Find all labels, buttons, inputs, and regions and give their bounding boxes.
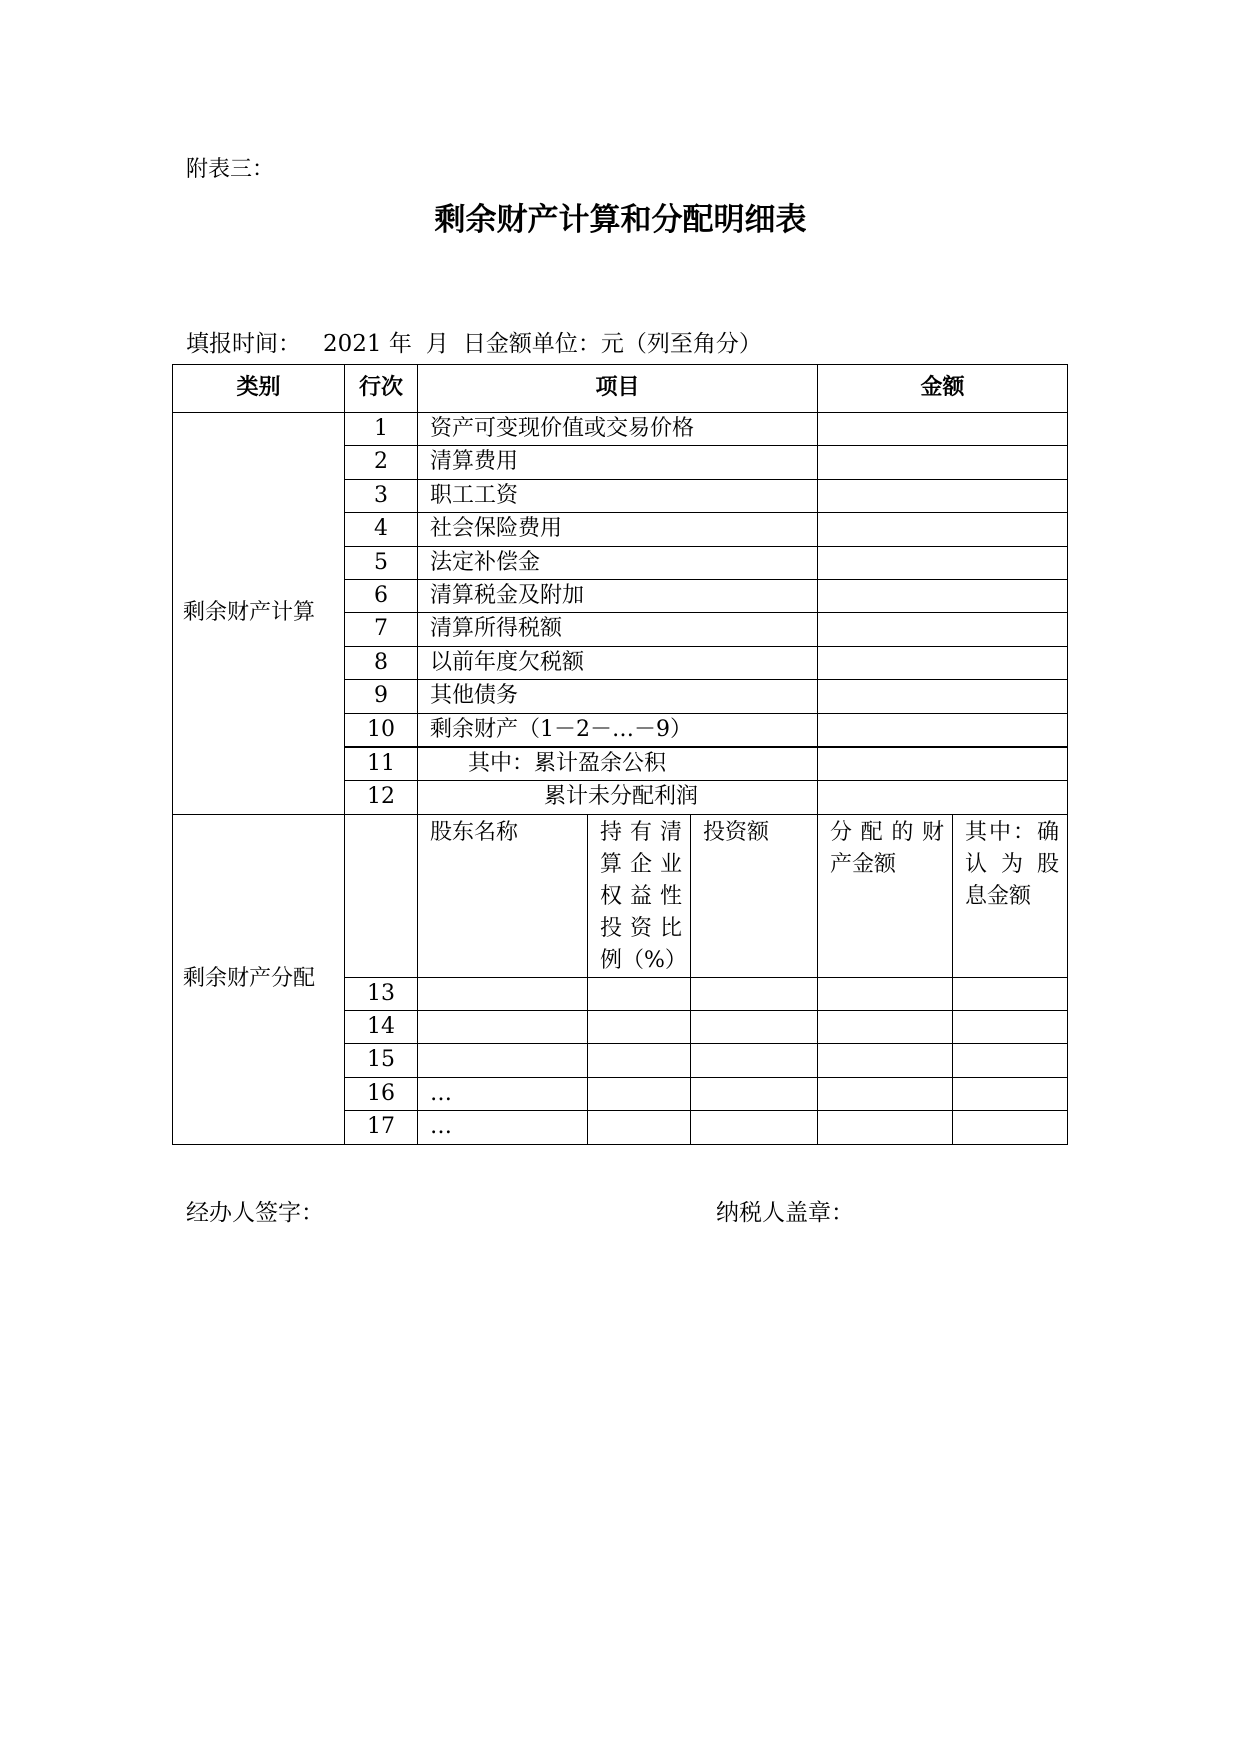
table-header-row (173, 365, 1068, 413)
taxpayer-seal-label: 纳税人盖章： (716, 1200, 854, 1226)
header-dividend-line: 其中：确 (965, 819, 1059, 845)
amount-cell[interactable] (818, 546, 1068, 579)
table-row (173, 413, 1068, 446)
dividend-cell[interactable] (953, 1111, 1068, 1144)
row-number: 14 (345, 1011, 418, 1044)
row-number: 12 (345, 781, 418, 814)
annex-label: 附表三： (186, 157, 275, 182)
row-item: 职工工资 (418, 479, 818, 512)
fill-year: 2021 年 (323, 331, 412, 357)
amount-cell[interactable] (818, 713, 1068, 747)
row-item: 清算费用 (418, 446, 818, 479)
row-number: 1 (345, 413, 418, 446)
header-distributed-line: 分配的财 (830, 819, 944, 845)
row-number: 17 (345, 1111, 418, 1144)
header-distributed-line: 产金额 (830, 851, 897, 877)
header-dividend-line: 认为股 (965, 851, 1059, 877)
header-row-number: 行次 (345, 365, 418, 413)
distributed-cell[interactable] (818, 1111, 953, 1144)
header-equity-ratio (588, 814, 691, 977)
liquidation-table (172, 364, 1068, 1145)
header-shareholder-name (418, 814, 588, 977)
header-dividend-amount (953, 814, 1068, 977)
header-equity-ratio-line: 投资比 (600, 915, 682, 941)
ratio-cell[interactable] (588, 977, 691, 1010)
row-item: 清算所得税额 (418, 613, 818, 646)
header-equity-ratio-line: 持有清 (600, 819, 682, 845)
header-equity-ratio-line: 例（%） (600, 947, 687, 973)
header-investment (691, 814, 818, 977)
header-investment-text: 投资额 (703, 819, 770, 845)
row-item: 累计未分配利润 (418, 781, 818, 814)
row-number: 7 (345, 613, 418, 646)
amount-cell[interactable] (818, 579, 1068, 612)
distributed-cell[interactable] (818, 1077, 953, 1110)
dividend-cell[interactable] (953, 1077, 1068, 1110)
row-item: 社会保险费用 (418, 513, 818, 546)
header-amount: 金额 (818, 365, 1068, 413)
row-number: 16 (345, 1077, 418, 1110)
distributed-cell[interactable] (818, 977, 953, 1010)
fill-info-line (186, 325, 762, 358)
row-number: 10 (345, 713, 418, 747)
ratio-cell[interactable] (588, 1111, 691, 1144)
amount-cell[interactable] (818, 781, 1068, 814)
investment-cell[interactable] (691, 977, 818, 1010)
amount-cell[interactable] (818, 747, 1068, 781)
distribution-header-row (173, 814, 1068, 977)
ratio-cell[interactable] (588, 1011, 691, 1044)
fill-time-label: 填报时间： (186, 331, 301, 357)
shareholder-cell[interactable]: … (418, 1111, 588, 1144)
row-number: 15 (345, 1044, 418, 1077)
dividend-cell[interactable] (953, 977, 1068, 1010)
row-item: 其他债务 (418, 680, 818, 713)
ratio-cell[interactable] (588, 1077, 691, 1110)
header-equity-ratio-line: 权益性 (600, 883, 682, 909)
row-number: 3 (345, 479, 418, 512)
shareholder-cell[interactable] (418, 977, 588, 1010)
document-title: 剩余财产计算和分配明细表 (434, 202, 807, 238)
row-number: 2 (345, 446, 418, 479)
distributed-cell[interactable] (818, 1011, 953, 1044)
distributed-cell[interactable] (818, 1044, 953, 1077)
amount-cell[interactable] (818, 413, 1068, 446)
category-distribution (173, 814, 345, 1144)
shareholder-cell[interactable] (418, 1011, 588, 1044)
header-item: 项目 (418, 365, 818, 413)
dividend-cell[interactable] (953, 1011, 1068, 1044)
category-calc: 剩余财产计算 (173, 413, 345, 815)
row-number: 9 (345, 680, 418, 713)
row-number-empty (345, 814, 418, 977)
row-number: 5 (345, 546, 418, 579)
row-item: 以前年度欠税额 (418, 646, 818, 679)
amount-cell[interactable] (818, 513, 1068, 546)
header-shareholder-name-text: 股东名称 (430, 819, 519, 845)
fill-day-and-unit: 日金额单位：元（列至角分） (462, 331, 762, 357)
shareholder-cell[interactable] (418, 1044, 588, 1077)
row-number: 8 (345, 646, 418, 679)
row-number: 11 (345, 747, 418, 781)
row-item: 剩余财产（1－2－…－9） (418, 713, 818, 747)
investment-cell[interactable] (691, 1011, 818, 1044)
handler-signature-label: 经办人签字： (186, 1200, 324, 1226)
row-number: 13 (345, 977, 418, 1010)
row-item: 其中：累计盈余公积 (418, 747, 818, 781)
row-item: 法定补偿金 (418, 546, 818, 579)
row-item: 资产可变现价值或交易价格 (418, 413, 818, 446)
dividend-cell[interactable] (953, 1044, 1068, 1077)
header-equity-ratio-line: 算企业 (600, 851, 682, 877)
investment-cell[interactable] (691, 1111, 818, 1144)
amount-cell[interactable] (818, 680, 1068, 713)
amount-cell[interactable] (818, 646, 1068, 679)
investment-cell[interactable] (691, 1077, 818, 1110)
amount-cell[interactable] (818, 613, 1068, 646)
header-dividend-line: 息金额 (965, 883, 1032, 909)
fill-month: 月 (425, 331, 449, 357)
amount-cell[interactable] (818, 446, 1068, 479)
category-distribution-label: 剩余财产分配 (183, 965, 316, 991)
header-category: 类别 (173, 365, 345, 413)
investment-cell[interactable] (691, 1044, 818, 1077)
shareholder-cell[interactable]: … (418, 1077, 588, 1110)
row-number: 6 (345, 579, 418, 612)
amount-cell[interactable] (818, 479, 1068, 512)
header-distributed-amount (818, 814, 953, 977)
ratio-cell[interactable] (588, 1044, 691, 1077)
row-number: 4 (345, 513, 418, 546)
row-item: 清算税金及附加 (418, 579, 818, 612)
